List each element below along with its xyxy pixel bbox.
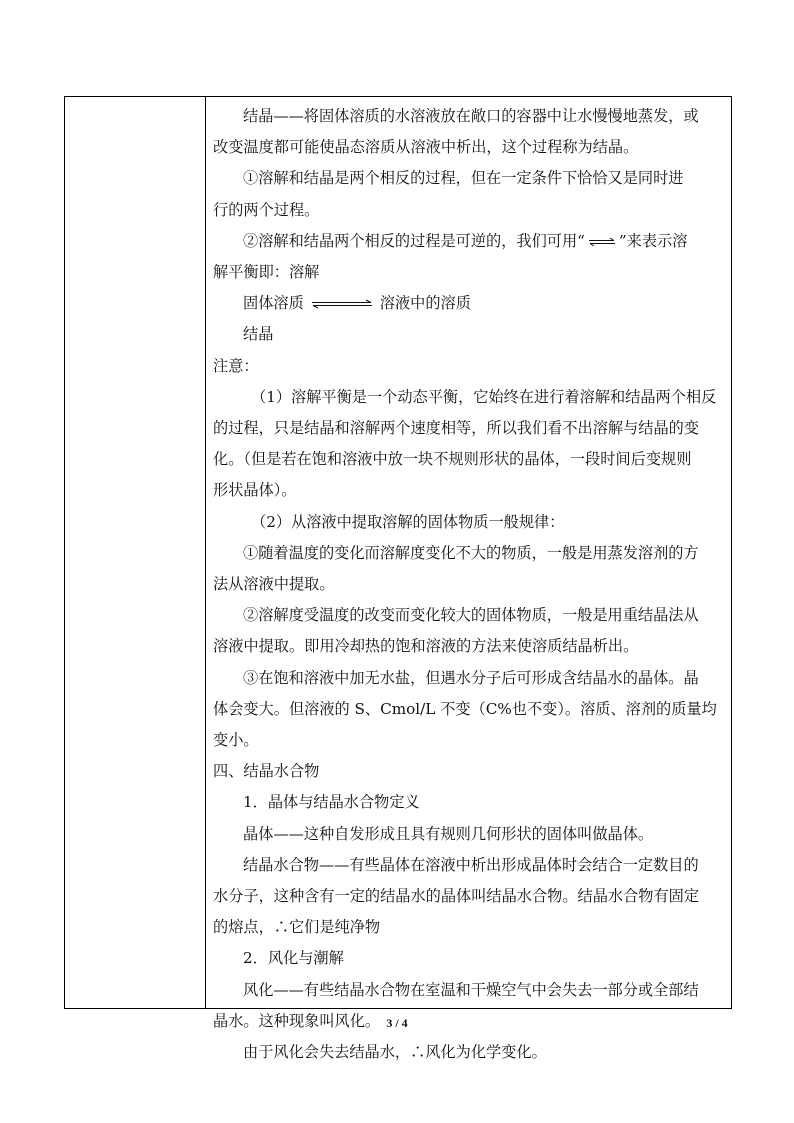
- paragraph: 形状晶体）。: [213, 481, 297, 500]
- subsection-heading: 2．风化与潮解: [243, 949, 344, 968]
- paragraph: （1）溶解平衡是一个动态平衡，它始终在进行着溶解和结晶两个相反: [251, 387, 717, 406]
- paragraph: 的过程，只是结晶和溶解两个速度相等，所以我们看不出溶解与结晶的变: [213, 419, 699, 438]
- equilibrium-arrow-icon: [310, 299, 374, 309]
- equilibrium-equation: [213, 288, 723, 319]
- paragraph: 结晶——将固体溶质的水溶液放在敞口的容器中让水慢慢地蒸发，或: [243, 107, 699, 125]
- paragraph: 化。（但是若在饱和溶液中放一块不规则形状的晶体，一段时间后变规则: [213, 450, 692, 469]
- paragraph: 水分子，这种含有一定的结晶水的晶体叫结晶水合物。结晶水合物有固定: [213, 887, 699, 906]
- section-heading: 四、结晶水合物: [213, 762, 320, 781]
- paragraph: （2）从溶液中提取溶解的固体物质一般规律：: [251, 512, 565, 531]
- paragraph: 晶水。这种现象叫风化。: [213, 1011, 381, 1030]
- paragraph: 溶液中提取。即用冷却热的饱和溶液的方法来使溶质结晶析出。: [213, 637, 639, 656]
- paragraph: 行的两个过程。: [213, 200, 320, 219]
- paragraph: 变小。: [213, 731, 259, 750]
- paragraph: 改变温度都可能使晶态溶质从溶液中析出，这个过程称为结晶。: [213, 138, 639, 157]
- paragraph: 解平衡即：溶解: [213, 263, 320, 282]
- paragraph: 的熔点，∴它们是纯净物: [213, 918, 381, 937]
- paragraph: 晶体——这种自发形成且具有规则几何形状的固体叫做晶体。: [243, 824, 654, 843]
- paragraph: ②溶解度受温度的改变而变化较大的固体物质，一般是用重结晶法从: [243, 606, 699, 625]
- paragraph: 结晶: [243, 325, 274, 344]
- paragraph-with-equilibrium-symbol: [213, 226, 723, 257]
- paragraph: ①随着温度的变化而溶解度变化不大的物质，一般是用蒸发溶剂的方: [243, 543, 699, 562]
- page-number: 3 / 4: [386, 1016, 408, 1030]
- equation-right: 溶液中的溶质: [379, 294, 471, 313]
- text-fragment: ”来表示溶: [618, 231, 688, 250]
- equilibrium-arrow-icon: [587, 237, 617, 247]
- paragraph: 由于风化会失去结晶水，∴风化为化学变化。: [243, 1043, 547, 1062]
- paragraph: 风化——有些结晶水合物在室温和干燥空气中会失去一部分或全部结: [243, 980, 699, 999]
- text-fragment: ②溶解和结晶两个相反的过程是可逆的，我们可用“: [243, 231, 585, 250]
- column-divider: [205, 97, 206, 1008]
- paragraph: ①溶解和结晶是两个相反的过程，但在一定条件下恰恰又是同时进: [243, 169, 684, 188]
- paragraph: 结晶水合物——有些晶体在溶液中析出形成晶体时会结合一定数目的: [243, 855, 699, 874]
- subsection-heading: 1．晶体与结晶水合物定义: [243, 793, 420, 812]
- paragraph: 法从溶液中提取。: [213, 575, 335, 594]
- equation-left: 固体溶质: [243, 294, 304, 313]
- paragraph: 体会变大。但溶液的 S、Cmol/L 不变（C%也不变）。溶质、溶剂的质量均: [213, 699, 717, 718]
- paragraph: 注意：: [213, 356, 259, 375]
- paragraph: ③在饱和溶液中加无水盐，但遇水分子后可形成含结晶水的晶体。晶: [243, 668, 699, 687]
